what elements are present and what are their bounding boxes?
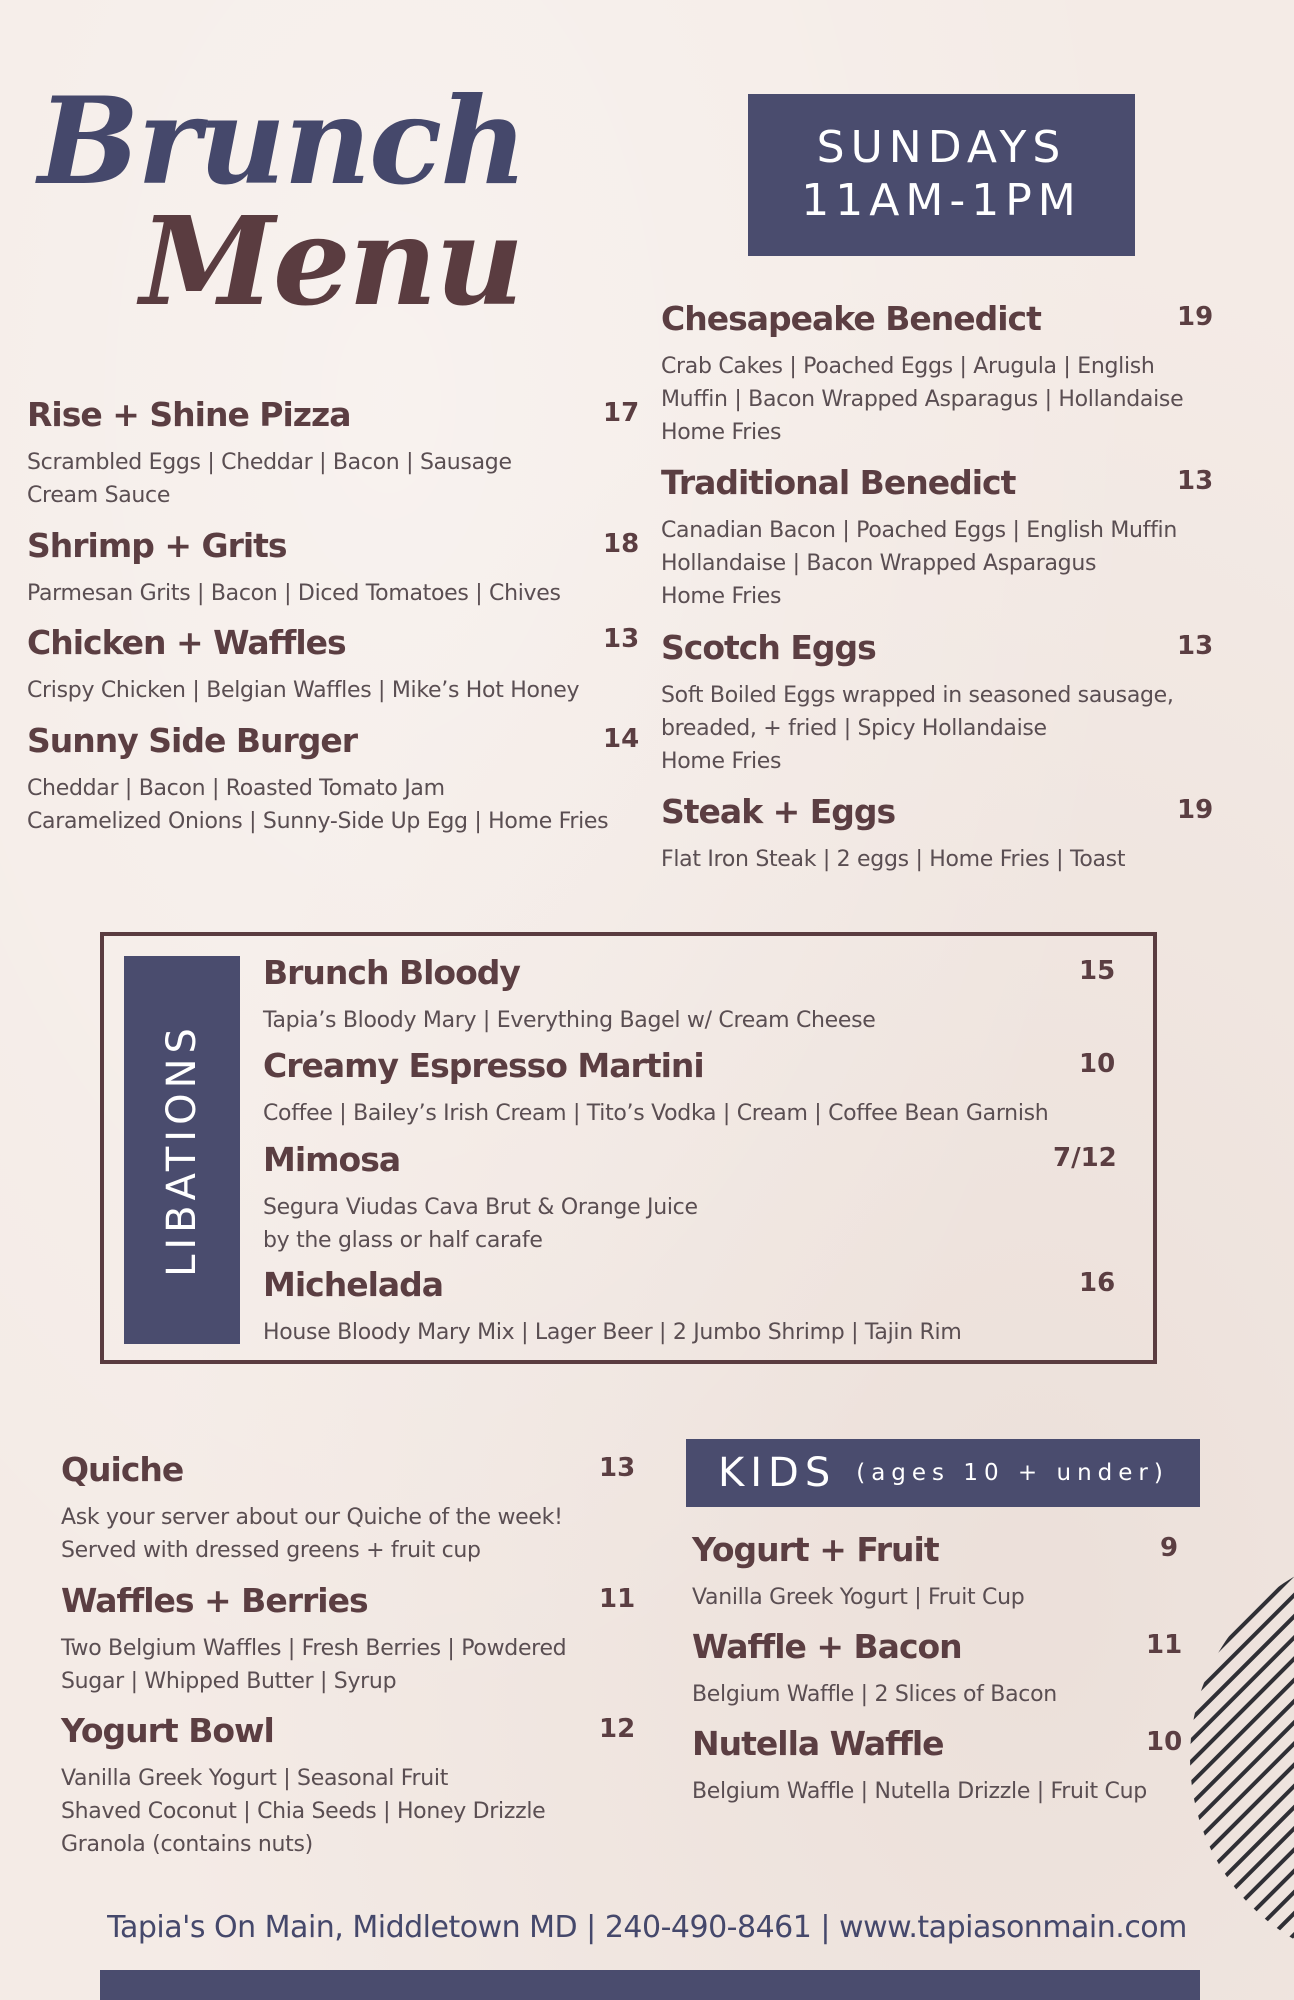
- item-name: Chesapeake Benedict: [661, 299, 1041, 338]
- item-description: Cheddar | Bacon | Roasted Tomato Jam Caramelized Onions | Sunny-Side Up Egg | Home Fries: [27, 776, 609, 834]
- drink-item: [263, 1265, 1123, 1349]
- item-name: Shrimp + Grits: [27, 526, 287, 565]
- footer-bar: [100, 1970, 1200, 2000]
- menu-title-brunch: Brunch: [38, 71, 526, 212]
- item-price: 7/12: [1053, 1143, 1117, 1173]
- item-name: Mimosa: [263, 1140, 401, 1179]
- item-description: Scrambled Eggs | Cheddar | Bacon | Sausage Cream Sauce: [27, 450, 512, 508]
- item-price: 19: [1177, 795, 1214, 825]
- item-name: Waffle + Bacon: [692, 1627, 962, 1666]
- item-price: 11: [1146, 1630, 1183, 1660]
- kids-header: [686, 1439, 1200, 1507]
- item-description: Ask your server about our Quiche of the week! Served with dressed greens + fruit cup: [61, 1505, 563, 1563]
- menu-item: [661, 792, 1214, 876]
- drink-item: [263, 1140, 1123, 1257]
- menu-item: [61, 1450, 641, 1567]
- item-description: House Bloody Mary Mix | Lager Beer | 2 Jumbo Shrimp | Tajin Rim: [263, 1320, 962, 1345]
- menu-item: [661, 299, 1214, 449]
- item-name: Rise + Shine Pizza: [27, 395, 351, 434]
- item-price: 19: [1177, 302, 1214, 332]
- item-name: Michelada: [263, 1265, 444, 1304]
- drink-item: [263, 953, 1123, 1037]
- kids-subtitle: (ages 10 + under): [856, 1460, 1169, 1486]
- menu-item: [27, 623, 640, 707]
- item-price: 16: [1079, 1268, 1116, 1298]
- hours-time: 11AM-1PM: [801, 175, 1082, 226]
- kids-item: [692, 1724, 1183, 1808]
- item-price: 18: [603, 529, 640, 559]
- kids-item: [692, 1627, 1183, 1711]
- footer-contact: Tapia's On Main, Middletown MD | 240-490-8461 | www.tapiasonmain.com: [107, 1910, 1187, 1945]
- item-name: Yogurt + Fruit: [692, 1530, 939, 1569]
- hours-box: [748, 94, 1135, 256]
- item-name: Steak + Eggs: [661, 792, 896, 831]
- hours-day: SUNDAYS: [816, 122, 1067, 174]
- menu-item: [27, 526, 640, 610]
- item-price: 14: [603, 724, 640, 754]
- item-name: Traditional Benedict: [661, 463, 1016, 502]
- item-description: Tapia’s Bloody Mary | Everything Bagel w/ Cream Cheese: [263, 1008, 876, 1033]
- menu-item: [661, 463, 1214, 613]
- item-price: 15: [1079, 956, 1116, 986]
- item-name: Quiche: [61, 1450, 184, 1489]
- item-name: Sunny Side Burger: [27, 721, 358, 760]
- item-name: Chicken + Waffles: [27, 623, 346, 662]
- item-description: Coffee | Bailey’s Irish Cream | Tito’s Vodka | Cream | Coffee Bean Garnish: [263, 1101, 1049, 1126]
- item-description: Crab Cakes | Poached Eggs | Arugula | English Muffin | Bacon Wrapped Asparagus | Hollandaise Home Fries: [661, 354, 1184, 445]
- item-price: 13: [1177, 466, 1214, 496]
- item-description: Vanilla Greek Yogurt | Seasonal Fruit Shaved Coconut | Chia Seeds | Honey Drizzle Granola (contains nuts): [61, 1766, 546, 1857]
- item-name: Brunch Bloody: [263, 953, 520, 992]
- item-description: Vanilla Greek Yogurt | Fruit Cup: [692, 1585, 1025, 1610]
- item-description: Soft Boiled Eggs wrapped in seasoned sausage, breaded, + fried | Spicy Hollandaise Home Fries: [661, 683, 1174, 774]
- striped-circle-decoration: [1190, 1548, 1294, 1968]
- menu-item: [27, 395, 640, 512]
- item-description: Segura Viudas Cava Brut & Orange Juice by the glass or half carafe: [263, 1195, 698, 1253]
- item-description: Belgium Waffle | 2 Slices of Bacon: [692, 1682, 1057, 1707]
- item-price: 11: [599, 1584, 636, 1614]
- item-description: Parmesan Grits | Bacon | Diced Tomatoes | Chives: [27, 581, 561, 606]
- item-description: Belgium Waffle | Nutella Drizzle | Fruit Cup: [692, 1779, 1147, 1804]
- item-name: Creamy Espresso Martini: [263, 1046, 704, 1085]
- item-name: Scotch Eggs: [661, 628, 876, 667]
- menu-item: [61, 1711, 641, 1861]
- item-price: 9: [1160, 1533, 1179, 1563]
- drink-item: [263, 1046, 1123, 1130]
- libations-label: LIBATIONS: [159, 1023, 205, 1277]
- menu-item: [661, 628, 1214, 778]
- item-price: 13: [599, 1453, 636, 1483]
- item-price: 12: [599, 1714, 636, 1744]
- item-price: 13: [1177, 631, 1214, 661]
- item-price: 17: [603, 398, 640, 428]
- item-price: 13: [603, 624, 640, 654]
- item-name: Nutella Waffle: [692, 1724, 944, 1763]
- menu-title-menu: Menu: [140, 189, 523, 333]
- menu-item: [61, 1581, 641, 1698]
- kids-item: [692, 1530, 1182, 1614]
- item-price: 10: [1146, 1727, 1183, 1757]
- item-name: Waffles + Berries: [61, 1581, 368, 1620]
- menu-item: [27, 721, 640, 838]
- item-description: Two Belgium Waffles | Fresh Berries | Powdered Sugar | Whipped Butter | Syrup: [61, 1636, 567, 1694]
- kids-title: KIDS: [718, 1450, 837, 1496]
- item-description: Crispy Chicken | Belgian Waffles | Mike’s Hot Honey: [27, 678, 580, 703]
- item-description: Canadian Bacon | Poached Eggs | English Muffin Hollandaise | Bacon Wrapped Asparagus Home Fries: [661, 518, 1177, 609]
- item-price: 10: [1079, 1049, 1116, 1079]
- item-description: Flat Iron Steak | 2 eggs | Home Fries | Toast: [661, 847, 1126, 872]
- item-name: Yogurt Bowl: [61, 1711, 274, 1750]
